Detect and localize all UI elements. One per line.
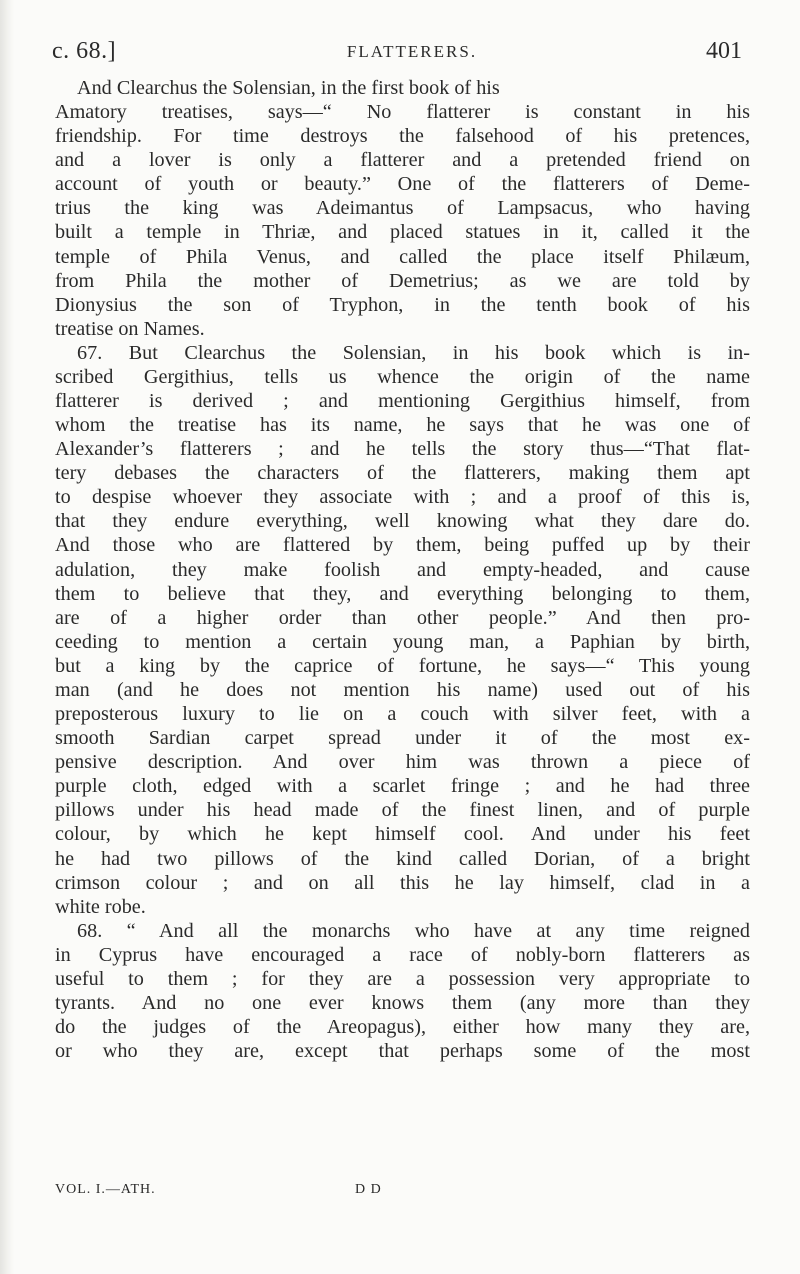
text-line: purple cloth, edged with a scarlet fringe ; and he had three bbox=[55, 775, 750, 798]
text-line: temple of Phila Venus, and called the place itself Philæum, bbox=[55, 245, 750, 268]
signature-mark: D D bbox=[355, 1182, 382, 1197]
text-line: Amatory treatises, says—“ No flatterer is constant in his bbox=[55, 101, 750, 124]
text-line: pillows under his head made of the finest linen, and of purple bbox=[55, 799, 750, 822]
text-line: Alexander’s flatterers ; and he tells the story thus—“That flat- bbox=[55, 438, 750, 461]
text-line: colour, by which he kept himself cool. And under his feet bbox=[55, 823, 750, 846]
text-line: to despise whoever they associate with ; and a proof of this is, bbox=[55, 486, 750, 509]
text-line: from Phila the mother of Demetrius; as we are told by bbox=[55, 269, 750, 292]
running-header bbox=[52, 38, 752, 72]
text-line: 67. But Clearchus the Solensian, in his book which is in- bbox=[77, 341, 750, 364]
text-line: them to believe that they, and everything belonging to them, bbox=[55, 582, 750, 605]
text-line: flatterer is derived ; and mentioning Gergithius himself, from bbox=[55, 390, 750, 413]
text-line: adulation, they make foolish and empty-headed, and cause bbox=[55, 558, 750, 581]
volume-line: VOL. I.—ATH. bbox=[55, 1182, 156, 1197]
text-line: built a temple in Thriæ, and placed statues in it, called it the bbox=[55, 221, 750, 244]
text-line: And those who are flattered by them, being puffed up by their bbox=[55, 534, 750, 557]
running-title: FLATTERERS. bbox=[346, 42, 478, 61]
chapter-reference: c. 68.] bbox=[52, 38, 117, 64]
binding-gutter bbox=[0, 0, 14, 1274]
text-line: And Clearchus the Solensian, in the first book of his bbox=[77, 77, 500, 99]
text-line: treatise on Names. bbox=[55, 317, 205, 340]
text-line: tery debases the characters of the flatterers, making them apt bbox=[55, 462, 750, 485]
text-line: do the judges of the Areopagus), either how many they are, bbox=[55, 1016, 750, 1039]
text-line: Dionysius the son of Tryphon, in the tenth book of his bbox=[55, 293, 750, 316]
text-line: 68. “ And all the monarchs who have at any time reigned bbox=[77, 919, 750, 942]
text-line: smooth Sardian carpet spread under it of the most ex- bbox=[55, 727, 750, 750]
page-number: 401 bbox=[706, 38, 742, 64]
text-line: account of youth or beauty.” One of the flatterers of Deme- bbox=[55, 173, 750, 196]
text-line: white robe. bbox=[55, 895, 146, 918]
text-line: he had two pillows of the kind called Dorian, of a bright bbox=[55, 847, 750, 870]
text-line: that they endure everything, well knowing what they dare do. bbox=[55, 510, 750, 533]
body-text bbox=[55, 76, 750, 1063]
text-line: are of a higher order than other people.” And then pro- bbox=[55, 606, 750, 629]
text-line: scribed Gergithius, tells us whence the origin of the name bbox=[55, 365, 750, 388]
text-line: trius the king was Adeimantus of Lampsacus, who having bbox=[55, 197, 750, 220]
text-line: ceeding to mention a certain young man, a Paphian by birth, bbox=[55, 630, 750, 653]
text-line: preposterous luxury to lie on a couch with silver feet, with a bbox=[55, 703, 750, 726]
text-line: useful to them ; for they are a possession very appropriate to bbox=[55, 967, 750, 990]
text-line: friendship. For time destroys the falsehood of his pretences, bbox=[55, 125, 750, 148]
text-line: crimson colour ; and on all this he lay himself, clad in a bbox=[55, 871, 750, 894]
text-line: pensive description. And over him was thrown a piece of bbox=[55, 751, 750, 774]
text-line: or who they are, except that perhaps some of the most bbox=[55, 1040, 750, 1063]
text-line: but a king by the caprice of fortune, he says—“ This young bbox=[55, 654, 750, 677]
text-line: man (and he does not mention his name) used out of his bbox=[55, 678, 750, 701]
text-line: whom the treatise has its name, he says that he was one of bbox=[55, 414, 750, 437]
text-line: and a lover is only a flatterer and a pretended friend on bbox=[55, 149, 750, 172]
text-line: tyrants. And no one ever knows them (any more than they bbox=[55, 991, 750, 1014]
text-line: in Cyprus have encouraged a race of nobly-born flatterers as bbox=[55, 943, 750, 966]
